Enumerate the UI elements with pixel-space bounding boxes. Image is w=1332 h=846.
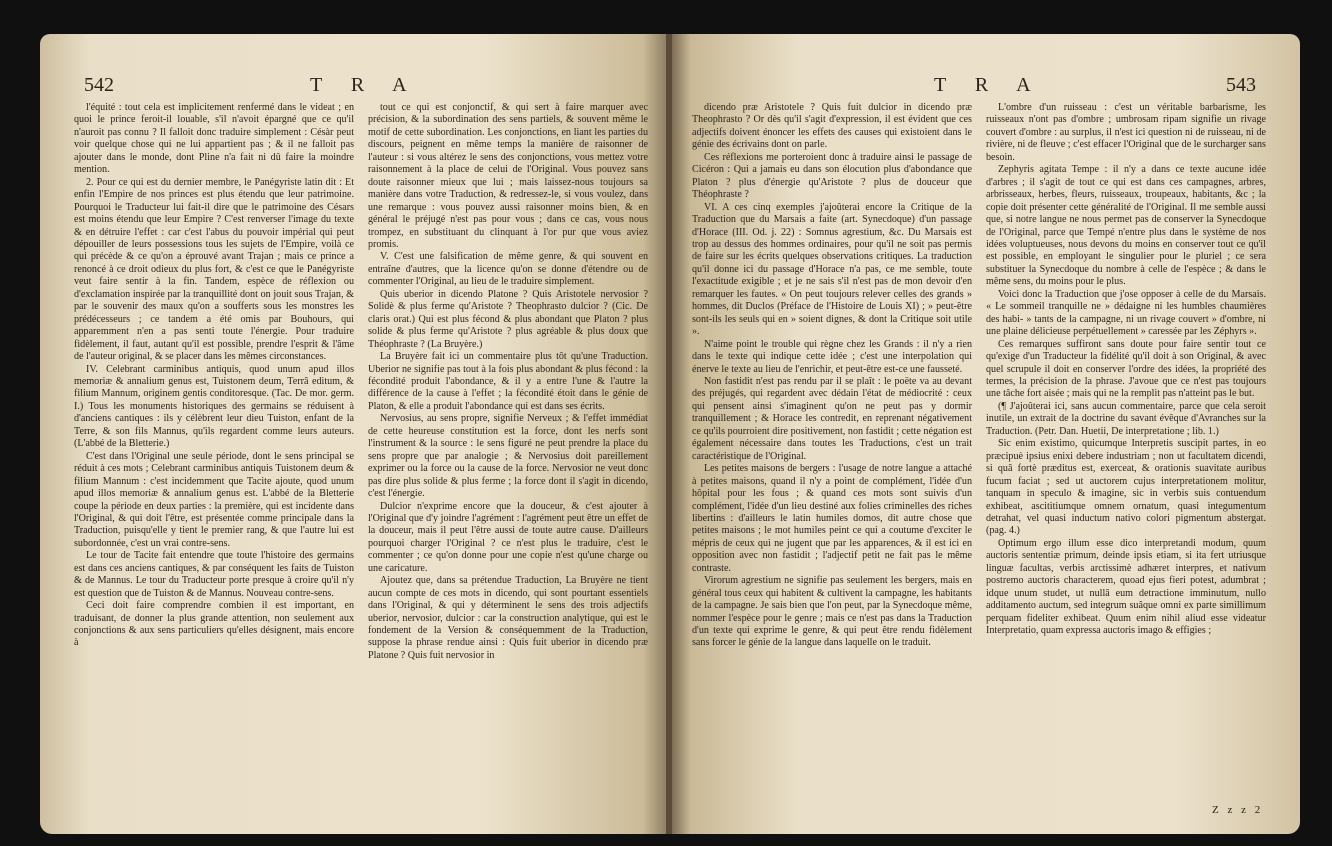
- paragraph: Optimum ergo illum esse dico interpretandi modum, quum auctoris sententiæ primum, deinde ipsis etiam, si ita fert utriusque linguæ facultas, verbis arctissimè adhæret interpres, et nativum postremo auctoris characterem, quoad ejus fieri potest, adumbrat ; idque unum studet, ut nullâ eum detractione imminutum, nullo additamento auctum, sed integrum suâque omni ex parte simillimum perquam fideliter exhibeat. Quum enim nihil aliud esse videatur Interpretatio, quam expressa auctoris imago & effigies ;: [986, 537, 1266, 637]
- right-column-2: [986, 102, 1266, 637]
- running-head-right: T R A: [934, 74, 1043, 96]
- left-page-header: [40, 74, 668, 100]
- paragraph: Virorum agrestium ne signifie pas seulement les bergers, mais en général tous ceux qui habitent & cultivent la campagne, les habitants de la campagne. Je sais bien que l'on peut, par la Synecdoque même, nommer l'espèce pour le genre ; mais ce n'est pas dans la Traduction d'un texte qui exprime le genre, & qui peut être rendu fidèlement sans forcer le génie de la langue dans laquelle on le traduit.: [692, 575, 972, 649]
- paragraph: Ces remarques suffiront sans doute pour faire sentir tout ce qu'exige d'un Traducteur la fidélité qu'il doit à son Original, & avec quel scrupule il doit en conserver l'ordre des idées, la propriété des termes, la précision de la phrase. J'avoue que ce n'est pas toujours une tâche fort aisée ; mais qui ne la remplit pas n'atteint pas le but.: [986, 338, 1266, 400]
- paragraph: Quis uberior in dicendo Platone ? Quis Aristotele nervosior ? Solidè & plus ferme qu'Aristote ? Theophrasto dulcior ? (Cic. De claris orat.) Qui est plus fécond & plus abondant que Platon ? plus solide & plus ferme qu'Aristote ? plus agréable & plus doux que Théophraste ? (La Bruyère.): [368, 288, 648, 350]
- paragraph: Sic enim existimo, quicumque Interpretis suscipit partes, in eo præcipuè ipsius enixi debere industriam ; non ut facultatem dicendi, si quâ fortè præditus est, exerceat, & orationis suavitate auribus fucum faciat ; sed ut auctorem cujus interpretationem molitur, tanquam in speculo & imagine, sic in verbis suis contuendum exhibeat, ascititiumque omnem ornatum, quasi integumentum detrahat, vel quasi inductum nativo colori pigmentum abstergat. (pag. 4.): [986, 438, 1266, 537]
- signature-mark: Z z z 2: [1212, 804, 1264, 816]
- page-number-right: 543: [1226, 74, 1256, 96]
- paragraph: La Bruyère fait ici un commentaire plus tôt qu'une Traduction. Uberior ne signifie pas tout à la fois plus abondant & plus fécond : la fécondité produit l'abondance, & il y a entre l'une & l'autre la différence de la cause à l'effet ; la fécondité étoit dans le génie de Platon, & elle a produit l'abondance qui est dans ses écrits.: [368, 351, 648, 412]
- paragraph: V. C'est une falsification de même genre, & qui souvent en entraîne d'autres, que la licence qu'on se donne d'étendre ou de commenter l'Original, au lieu de le traduire simplement.: [368, 251, 648, 288]
- paragraph: tout ce qui est conjonctif, & qui sert à faire marquer avec précision, & la subordination des sens partiels, & souvent même le motif de cette subordination. Les conjonctions, en liant les parties du discours, peignent en même temps la manière de raisonner de l'auteur : si vous altérez le sens des conjonctions, vous mettez votre raisonnement à la place de celui de l'Original. Vous pouvez sans doute raisonner mieux que lui ; mais laissez-nous toujours sa manière dans votre Traduction, & redressez-le, si vous voulez, dans une remarque : vous pouvez aussi raisonner moins bien, & en général le préjugé n'est pas pour vous ; dans ce cas, vous nous trompez, en substituant du clinquant à l'or pur que vous aviez promis.: [368, 102, 648, 250]
- paragraph: Ces réflexions me porteroient donc à traduire ainsi le passage de Cicéron : Qui a jamais eu dans son élocution plus d'abondance que Platon ? plus d'énergie qu'Aristote ? plus de douceur que Théophraste ?: [692, 151, 972, 201]
- paragraph: Le tour de Tacite fait entendre que toute l'histoire des germains est dans ces anciens cantiques, & par conséquent les faits de Tuiston & de Mannus. Le tour du Traducteur porte presque à croire qu'il n'y est question que de Tuiston & de Mannus. Nouveau contre-sens.: [74, 550, 354, 599]
- page-number-left: 542: [84, 74, 114, 96]
- paragraph: 2. Pour ce qui est du dernier membre, le Panégyriste latin dit : Et enfin l'Empire de nos princes est plus étendu que leur patrimoine. Pourquoi le Traducteur lui fait-il dire que le patrimoine des Césars est moins étendu que leur Empire ? C'est renverser l'image du texte & en détruire l'effet : car c'est l'abus du pouvoir impérial qui peut dépouiller de leurs possessions tous les sujets de l'Empire, voilà ce qui précède & ce qu'on a éprouvé avant Trajan ; mais ce prince a renoncé à ce droit odieux du plus fort, & c'est ce que le Panégyriste veut faire sentir à la fin. Tandem, espèce de réflexion ou d'exclamation inspirée par la tranquillité dont on jouit sous Trajan, & par le souvenir des maux qu'on a soufferts sous les monstres les prédécesseurs ; ce tandem a été omis par Bouhours, qui apparemment n'en a pas senti toute l'énergie. Pour traduire fidèlement, il faut, autant qu'il est possible, prendre l'esprit & l'âme de l'auteur original, & se placer dans les mêmes circonstances.: [74, 176, 354, 363]
- paragraph: VI. A ces cinq exemples j'ajoûterai encore la Critique de la Traduction que du Marsais a faite (art. Synecdoque) d'un passage d'Horace (III. Od. j. 22) : Somnus agrestium, &c. Du Marsais est trop au dessus des hommes ordinaires, pour qu'il ne soit pas permis de faire sur les écrits quelques observations critiques. La traduction qu'il donne ici du passage d'Horace n'a pas, ce me semble, toute l'exactitude exigible ; et je ne sais s'il n'est pas de mon devoir d'en remarquer les fautes. « On peut toujours relever celles des grands » hommes, dit Duclos (Préface de l'Histoire de Louis XI) ; » peut-être sont-ils les seuls qui en » soient dignes, & dont la Critique soit utile ».: [692, 201, 972, 338]
- paragraph: Nervosius, au sens propre, signifie Nerveux ; & l'effet immédiat de cette heureuse constitution est la force, dont les nerfs sont l'instrument & la source : le sens figuré ne peut prendre la place du sens propre que par analogie ; & Nervosius doit pareillement exprimer ou la force ou la cause de la force. Nervosior ne veut donc pas dire plus solide & plus ferme ; la force dont il s'agit in dicendo, c'est l'énergie.: [368, 413, 648, 500]
- right-page: [672, 34, 1300, 834]
- paragraph: N'aime point le trouble qui règne chez les Grands : il n'y a rien dans le texte qui indique cette idée ; c'est une interpolation qui énerve le texte au lieu de l'enrichir, et peut-être est-ce une fausseté.: [692, 338, 972, 375]
- paragraph: Ceci doit faire comprendre combien il est important, en traduisant, de donner la plus grande attention, non seulement aux conjonctions & aux sens particuliers qu'elles désignent, mais encore à: [74, 600, 354, 649]
- paragraph: Ajoutez que, dans sa prétendue Traduction, La Bruyère ne tient aucun compte de ces mots in dicendo, qui sont pourtant essentiels dans l'Original, & qui y déterminent le sens des trois adjectifs uberior, nervosior, dulcior : car la construction analytique, qui est le fondement de la Version & conséquemment de la Traduction, suppose la phrase rendue ainsi : Quis fuit uberior in dicendo præ Platone ? Quis fuit nervosior in: [368, 575, 648, 661]
- paragraph: L'ombre d'un ruisseau : c'est un véritable barbarisme, les ruisseaux n'ont pas d'ombre ; umbrosam ripam signifie un rivage couvert d'ombre : au surplus, il n'est ici question ni de ruisseau, ni de rivière, ni de fleuve ; c'est effacer l'Original que de le surcharger sans besoin.: [986, 102, 1266, 163]
- left-column-2: [368, 102, 648, 662]
- paragraph: l'équité : tout cela est implicitement renfermé dans le videat ; en quoi le prince feroit-il louable, s'il n'avoit épargné que ce qu'il n'auroit pas connu ? Il falloit donc traduire simplement : Césàr peut voir quelque chose qui ne lui appartient pas ; & il ne falloit pas ajouter dans le monde, dont Pline n'a fait ni dû faire la moindre mention.: [74, 102, 354, 176]
- paragraph: (¶ J'ajoûterai ici, sans aucun commentaire, parce que cela seroit inutile, un extrait de la doctrine du savant évêque d'Avranches sur la Traduction. (Petr. Dan. Huetii, De interpretatione ; lib. 1.): [986, 400, 1266, 437]
- running-head-left: T R A: [310, 74, 419, 96]
- paragraph: dicendo præ Aristotele ? Quis fuit dulcior in dicendo præ Theophrasto ? Or dès qu'il s'agit d'expression, il est évident que ces adjectifs doivent énoncer les effets des causes qui existoient dans le génie des écrivains dont on parle.: [692, 102, 972, 151]
- paragraph: Non fastidit n'est pas rendu par il se plaît : le poëte va au devant des préjugés, qui regardent avec dédain l'état de médiocrité : ceux qui pensent ainsi s'imaginent qu'on ne peut pas y dormir tranquillement ; & Horace les contredit, en reprenant négativement ce qu'ils pourroient dire positivement, non fastidit ; cette négation est également nécessaire dans toutes les Traductions, c'est un trait caractéristique de l'Original.: [692, 375, 972, 462]
- paragraph: Les petites maisons de bergers : l'usage de notre langue a attaché à petites maisons, quand il n'y a point de complément, l'idée d'un hôpital pour les fous ; & quand ces mots sont suivis d'un complément, l'idée d'un lieu destiné aux folies criminelles des riches libertins : d'ailleurs le latin humiles domos, dit autre chose que petites maisons ; le mot humiles peint ce qui a coutume d'exciter le mépris de ceux qui ne jugent que par les apparences, & il est ici en opposition avec non fastidit ; l'adjectif petit ne fait pas le même contraste.: [692, 463, 972, 574]
- open-book: [40, 34, 1300, 834]
- right-page-header: [672, 74, 1300, 100]
- paragraph: Zephyris agitata Tempe : il n'y a dans ce texte aucune idée d'arbres ; il s'agit de tout ce qui est dans ces campagnes, arbres, arbrisseaux, herbes, fleurs, ruisseaux, troupeaux, habitants, &c ; la copie doit présenter cette généralité de l'Original. Il me semble aussi que, si notre langue ne nous permet pas de conserver la Synecdoque de l'Original, parce que Tempé n'entre plus dans le système de nos idées voluptueuses, nous devons du moins en conserver tout ce qu'il est possible, en employant le singulier pour le pluriel ; ce sera substituer la Synecdoque du nombre à celle de l'espèce ; & dans le même sens, du moins pour le plus.: [986, 164, 1266, 288]
- left-page: [40, 34, 668, 834]
- paragraph: IV. Celebrant carminibus antiquis, quod unum apud illos memoriæ & annalium genus est, Tuistonem deum, Terrâ editum, & filium Mannum, originem gentis conditoresque. (Tac. De mor. germ. I.) Tous les monuments historiques des germains se réduisent à d'anciens cantiques : ils y célèbrent leur dieu Tuiston, enfant de la Terre, & son fils Mannus, qu'ils regardent comme leurs auteurs. (L'abbé de la Bletterie.): [74, 363, 354, 450]
- left-column-1: [74, 102, 354, 650]
- right-column-1: [692, 102, 972, 650]
- paragraph: C'est dans l'Original une seule période, dont le sens principal se réduit à ces mots ; Celebrant carminibus antiquis Tuistonem deum & filium Mannum : c'est incidemment que Tacite ajoute, quod unum apud illos memoriæ & annalium genus est. L'abbé de la Bletterie coupe la période en deux parties : la première, qui est incidente dans l'Original, & qui doit l'être, est présentée comme principale dans la Traduction, puisqu'elle y tient le premier rang, & que l'autre lui est subordonnée, c'est un vrai contre-sens.: [74, 450, 354, 549]
- paragraph: Dulcior n'exprime encore que la douceur, & c'est ajouter à l'Original que d'y joindre l'agrément : l'agrément peut être un effet de la douceur, mais il peut l'être aussi de toute autre cause. D'ailleurs pourquoi charger l'Original ? ce n'est plus le traduire, c'est le commenter ; ce qu'on donne pour une copie n'est qu'une charge ou une caricature.: [368, 500, 648, 574]
- paragraph: Voici donc la Traduction que j'ose opposer à celle de du Marsais. « Le sommeil tranquille ne » dédaigne ni les humbles chaumières des habi- » tants de la campagne, ni un rivage couvert » d'ombre, ni une plaine délicieuse perpétuellement » caressée par les Zéphyrs ».: [986, 288, 1266, 338]
